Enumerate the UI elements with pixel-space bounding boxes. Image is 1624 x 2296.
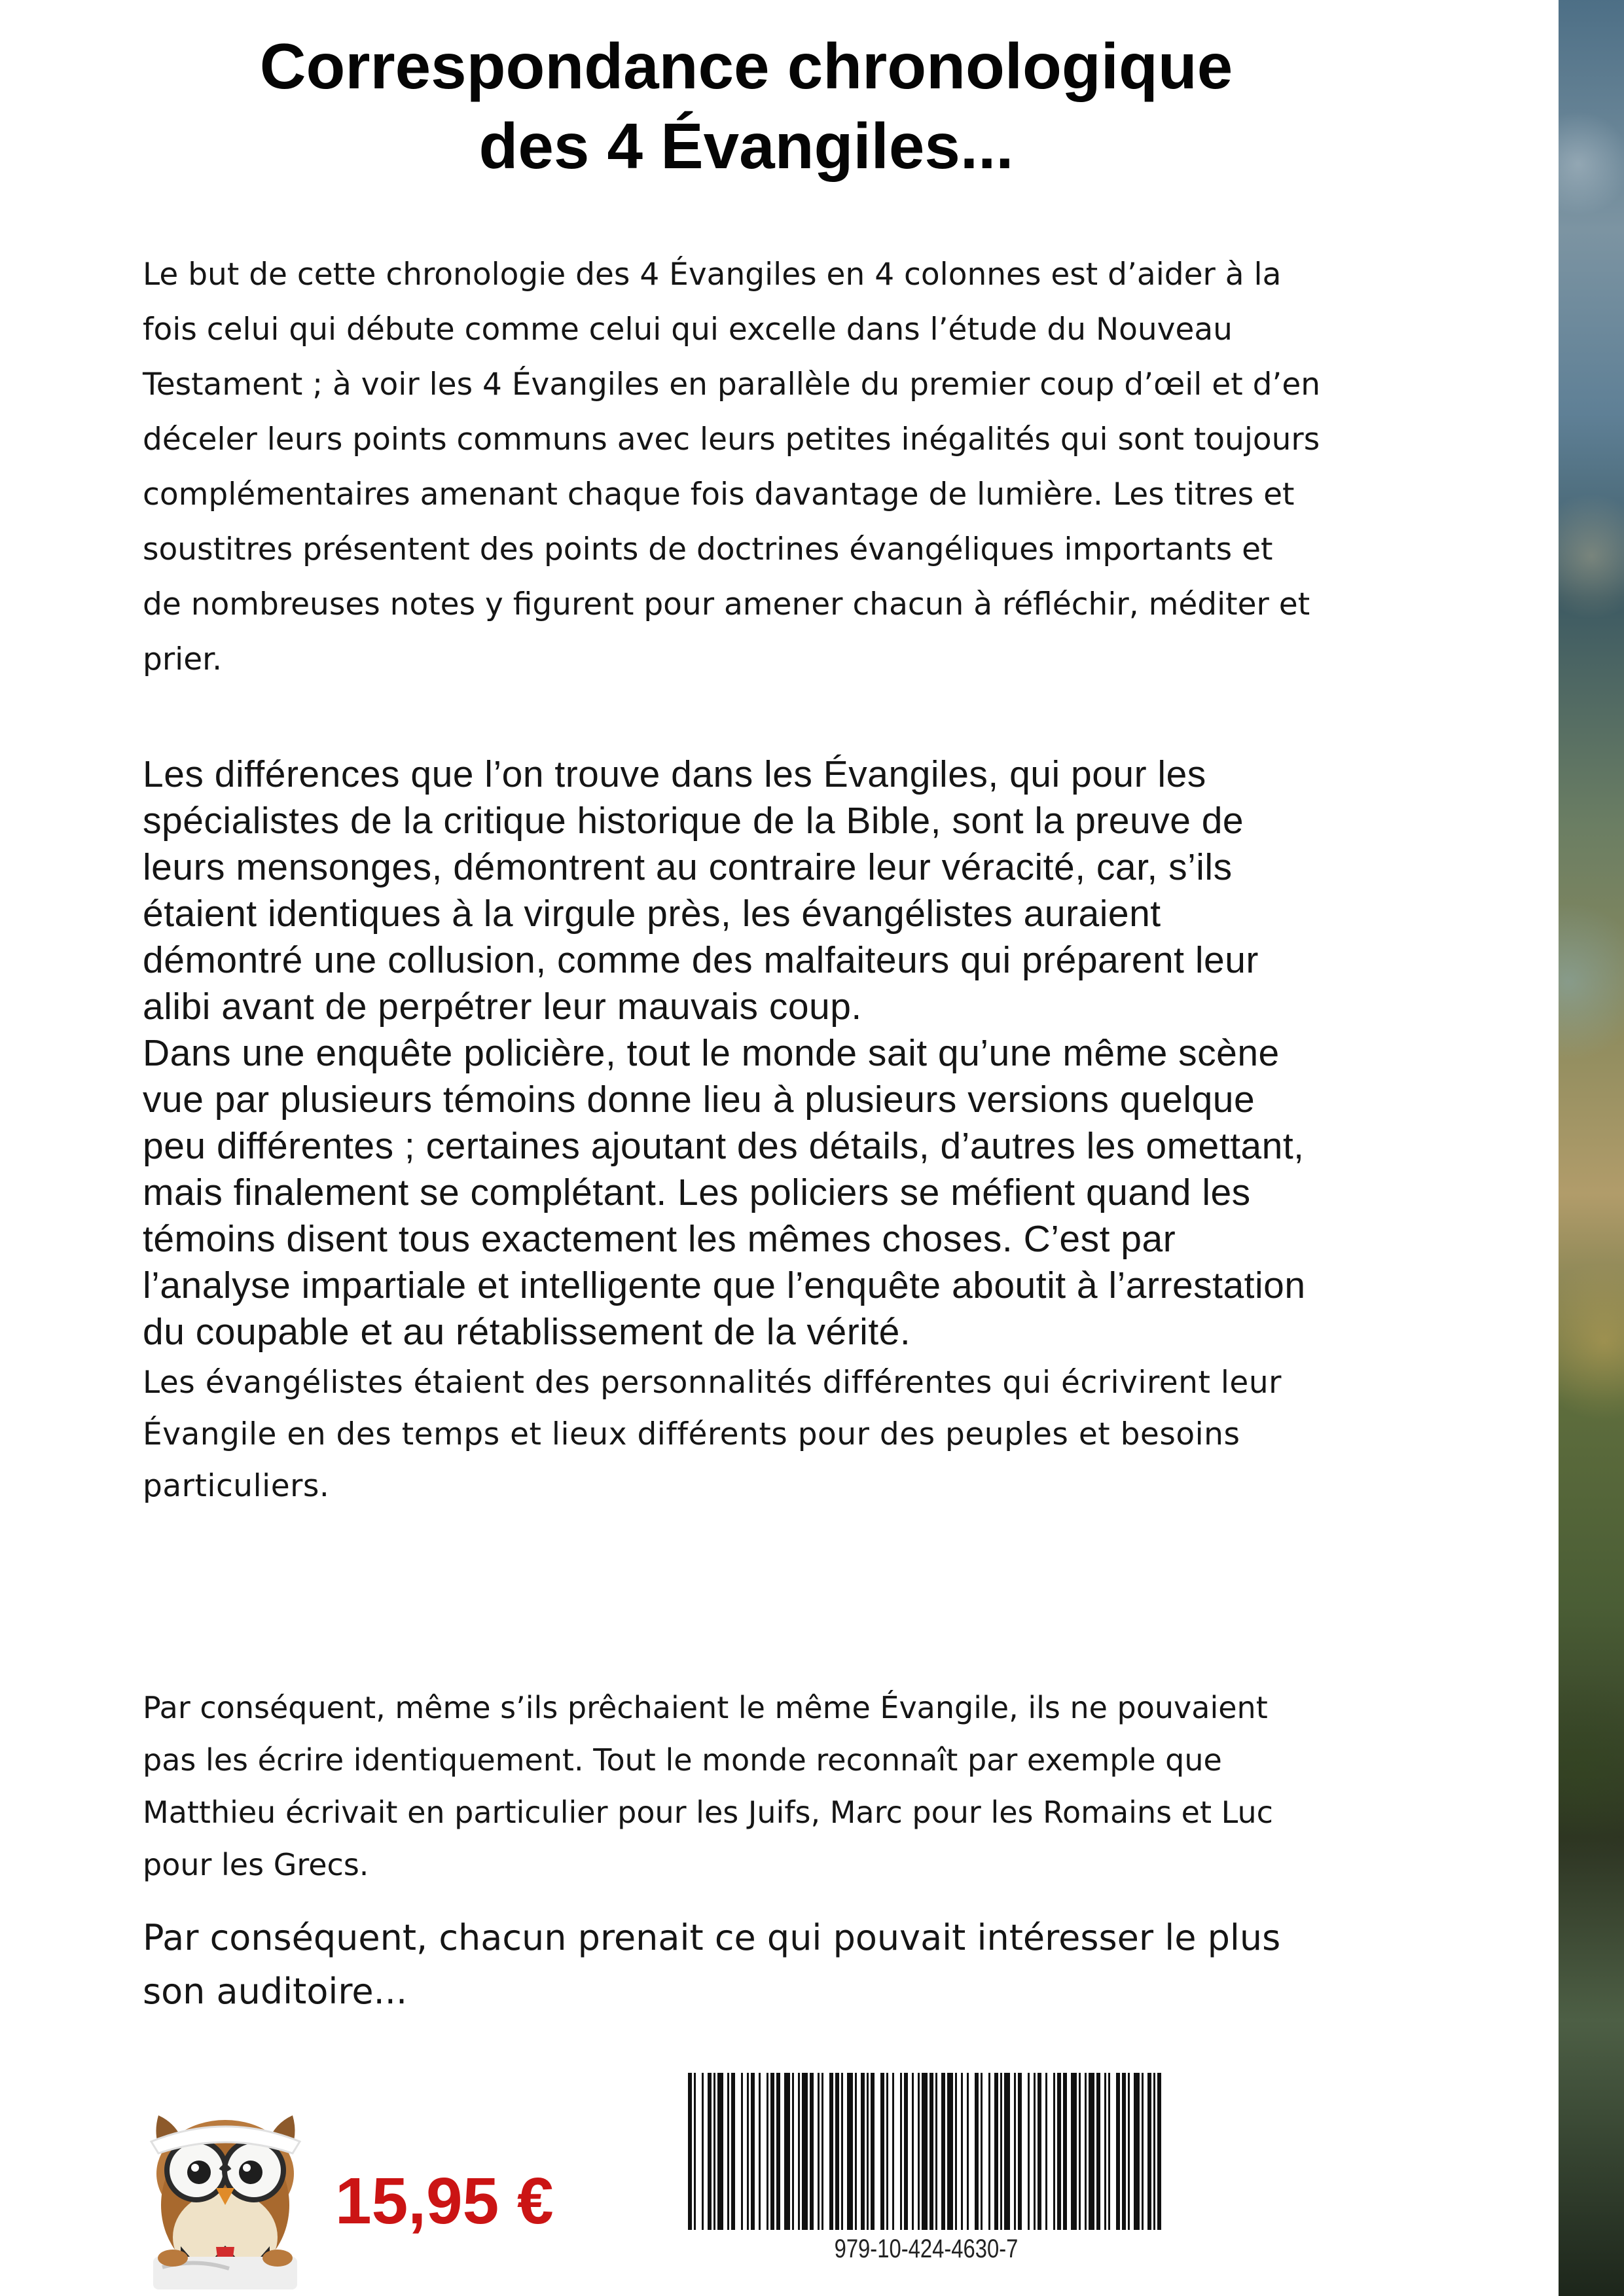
intro-paragraph: Le but de cette chronologie des 4 Évangiles en 4 colonnes est d’aider à la fois celui qui débute comme celui qui excelle dans l’étude du Nouveau Testament ; à voir les 4 Évangiles en parallèle du premier coup d’œil et d’en déceler leurs points communs avec leurs petites inégalités qui sont toujours complémentaires amenant chaque fois davantage de lumière. Les titres et soustitres présentent des points de doctrines évangéliques importants et de nombreuses notes y figurent pour amener chacun à réfléchir, méditer et prier. [143, 257, 1321, 677]
investigation-paragraph: Dans une enquête policière, tout le monde sait qu’une même scène vue par plusieurs témoins donne lieu à plusieurs versions quelque peu différentes ; certaines ajoutant des détails, d’autres les omettant, mais finalement se complétant. Les policiers se méfient quand les témoins disent tous exactement les mêmes choses. C’est par l’analyse impartiale et intelligente que l’enquête aboutit à l’arrestation du coupable et au rétablissement de la vérité. [143, 1032, 1306, 1353]
owl-mascot-icon [126, 2106, 325, 2289]
isbn-number: 979-10-424-4630-7 [834, 2234, 1019, 2263]
price-label: 15,95 € [335, 2164, 554, 2238]
barcode-block [684, 2073, 1168, 2276]
consequence-paragraph-2: Par conséquent, chacun prenait ce qui pouvait intéresser le plus son auditoire... [143, 1917, 1281, 2012]
page-title-line-2: des 4 Évangiles... [478, 110, 1014, 182]
evangelists-paragraph: Les évangélistes étaient des personnalités différentes qui écrivirent leur Évangile en des temps et lieux différents pour des peuples et besoins particuliers. [143, 1365, 1282, 1504]
page-title-line-1: Correspondance chronologique [259, 30, 1233, 102]
barcode-icon [684, 2073, 1168, 2230]
cover-artwork-edge [1559, 0, 1624, 2296]
differences-and-investigation-section [143, 751, 1321, 1512]
consequence-paragraph-1: Par conséquent, même s’ils prêchaient le même Évangile, ils ne pouvaient pas les écrire identiquement. Tout le monde reconnaît par exemple que Matthieu écrivait en particulier pour les Juifs, Marc pour les Romains et Luc pour les Grecs. [143, 1690, 1273, 1882]
differences-paragraph: Les différences que l’on trouve dans les Évangiles, qui pour les spécialistes de la critique historique de la Bible, sont la preuve de leurs mensonges, démontrent au contraire leur véracité, car, s’ils étaient identiques à la virgule près, les évangélistes auraient démontré une collusion, comme des malfaiteurs qui préparent leur alibi avant de perpétrer leur mauvais coup. [143, 753, 1259, 1028]
page-title [59, 26, 1434, 186]
